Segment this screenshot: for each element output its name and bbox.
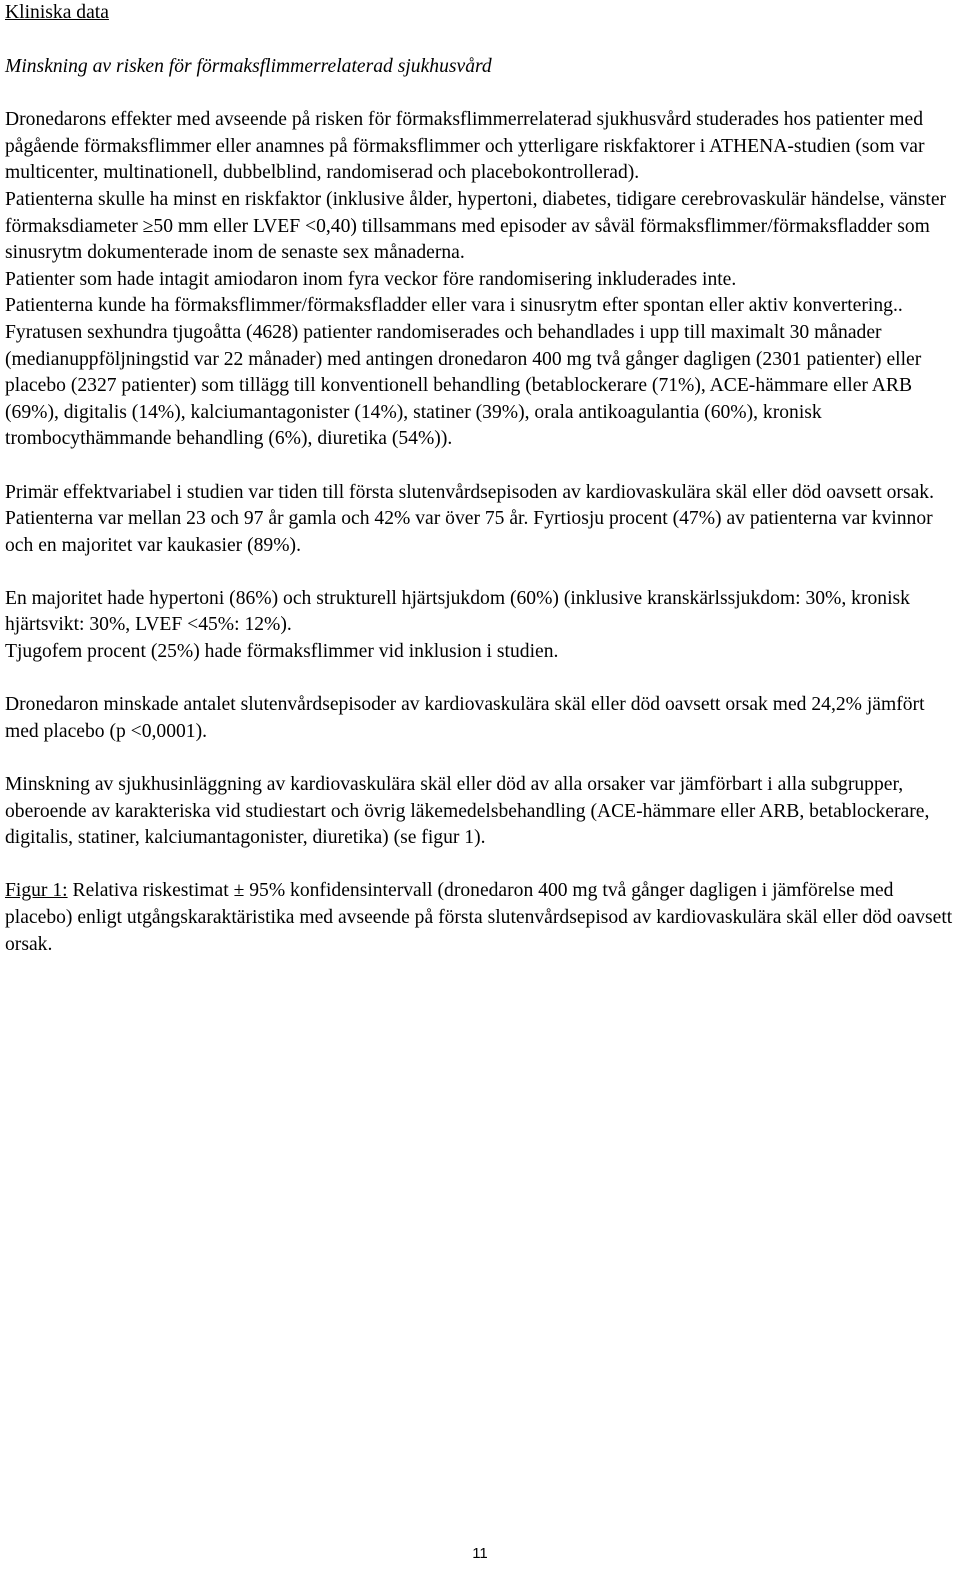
page-number: 11 [472, 1545, 488, 1562]
paragraph-rhythm-status: Patienterna kunde ha förmaksflimmer/förmaksfladder eller vara i sinusrytm efter spontan eller aktiv konvertering.. [5, 295, 903, 317]
paragraph-amiodarone-exclusion: Patienter som hade intagit amiodaron inom fyra veckor före randomisering inkluderades inte. [5, 268, 737, 290]
subgroup-block [5, 772, 957, 852]
paragraph-subgroups: Minskning av sjukhusinläggning av kardiovaskulära skäl eller död av alla orsaker var jämförbart i alla subgrupper, oberoende av karakteriska vid studiestart och övrig läkemedelsbehandling (ACE-hämmare eller ARB, betablockerare, digitalis, statiner, kalciumantagonister, diuretika) (se figur 1). [5, 774, 930, 849]
study-description-block [5, 107, 957, 453]
figure-caption-label: Figur 1: [5, 880, 68, 902]
paragraph-study-intro: Dronedarons effekter med avseende på risken för förmaksflimmerrelaterad sjukhusvård studerades hos patienter med pågående förmaksflimmer eller anamnes på förmaksflimmer och ytterligare riskfaktorer i ATHENA-studien (som var multicenter, multinationell, dubbelblind, randomiserad och placebokontrollerad). [5, 109, 925, 184]
section-subheading: Minskning av risken för förmaksflimmerrelaterad sjukhusvård [5, 55, 492, 77]
paragraph-primary-endpoint: Primär effektvariabel i studien var tiden till första slutenvårdsepisoden av kardiovaskulära skäl eller död oavsett orsak. [5, 481, 934, 503]
result-block [5, 692, 957, 745]
document-page [5, 0, 957, 958]
paragraph-af-at-inclusion: Tjugofem procent (25%) hade förmaksflimmer vid inklusion i studien. [5, 641, 559, 663]
figure-caption-text: Relativa riskestimat ± 95% konfidensintervall (dronedaron 400 mg två gånger dagligen i jämförelse med placebo) enligt utgångskaraktäristika med avseende på första slutenvårdsepisod av kardiovaskulära skäl eller död oavsett orsak. [5, 880, 953, 955]
endpoint-block [5, 480, 957, 560]
comorbidity-block [5, 586, 957, 666]
figure-caption-paragraph [5, 878, 957, 958]
paragraph-randomisation: Fyratusen sexhundra tjugoåtta (4628) patienter randomiserades och behandlades i upp till maximalt 30 månader (medianuppföljningstid var 22 månader) med antingen dronedaron 400 mg två gånger dagligen (2301 patienter) eller placebo (2327 patienter) som tillägg till konventionell behandling (betablockerare (71%), ACE-hämmare eller ARB (69%), digitalis (14%), kalciumantagonister (14%), statiner (39%), orala antikoagulantia (60%), kronisk trombocythämmande behandling (6%), diuretika (54%)). [5, 321, 922, 450]
figure-caption [5, 878, 957, 958]
section-heading: Kliniska data [5, 2, 109, 23]
paragraph-demographics: Patienterna var mellan 23 och 97 år gamla och 42% var över 75 år. Fyrtiosju procent (47%) av patienterna var kvinnor och en majoritet var kaukasier (89%). [5, 508, 933, 556]
paragraph-main-result: Dronedaron minskade antalet slutenvårdsepisoder av kardiovaskulära skäl eller död oavsett orsak med 24,2% jämfört med placebo (p <0,0001). [5, 694, 925, 742]
paragraph-comorbidities: En majoritet hade hypertoni (86%) och strukturell hjärtsjukdom (60%) (inklusive kranskärlssjukdom: 30%, kronisk hjärtsvikt: 30%, LVEF <45%: 12%). [5, 587, 910, 636]
paragraph-risk-factors: Patienterna skulle ha minst en riskfaktor (inklusive ålder, hypertoni, diabetes, tidigare cerebrovaskulär händelse, vänster förmaksdiameter ≥50 mm eller LVEF <0,40) tillsammans med episoder av såväl förmaksflimmer/förmaksfladder som sinusrytm dokumenterade inom de senaste sex månaderna. [5, 188, 947, 264]
